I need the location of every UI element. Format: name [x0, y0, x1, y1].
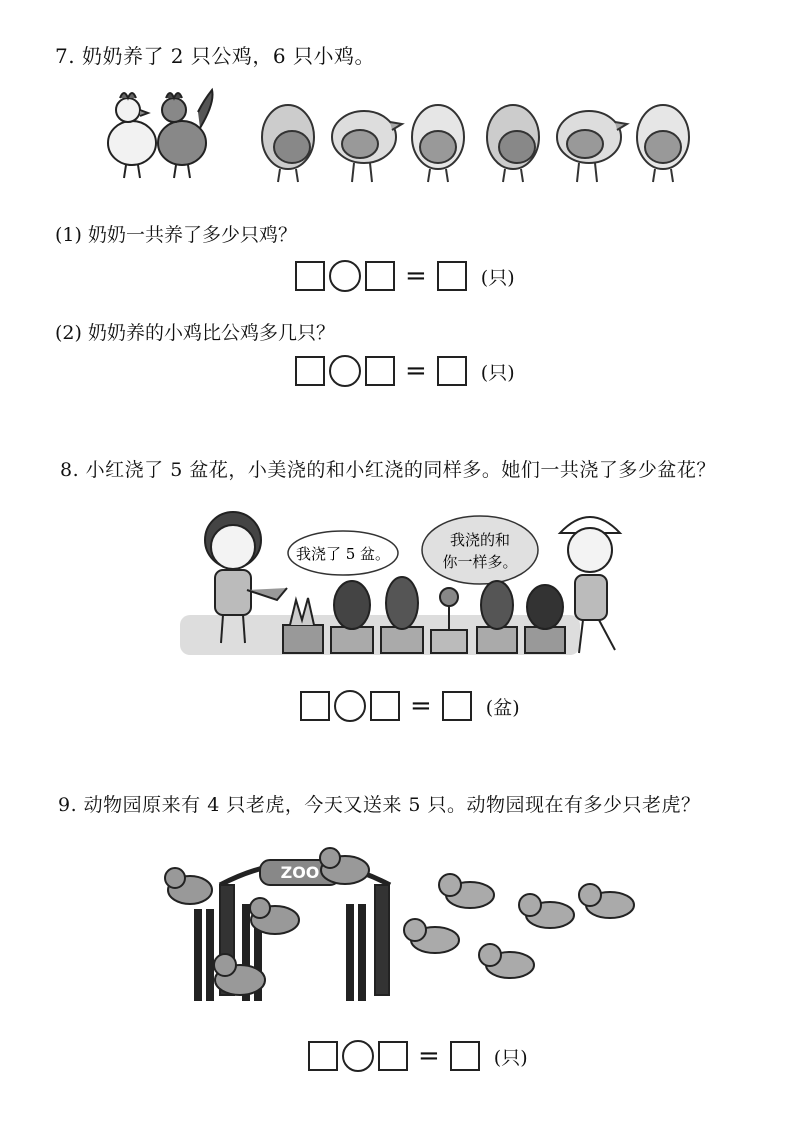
- chick-5: [557, 111, 627, 182]
- answer-box[interactable]: [365, 261, 395, 291]
- bubble-left-text: 我浇了 5 盆。: [295, 545, 391, 563]
- result-box[interactable]: [442, 691, 472, 721]
- pot-1: [283, 598, 323, 653]
- tigers-new: [404, 874, 634, 978]
- chicks-illustration: [250, 92, 700, 187]
- tiger: [519, 894, 574, 928]
- question-7-sub-2: (2) 奶奶养的小鸡比公鸡多几只？: [55, 322, 335, 344]
- operator-circle[interactable]: [329, 260, 361, 292]
- result-box[interactable]: [437, 356, 467, 386]
- equals-sign: =: [405, 356, 427, 386]
- pot-2: [331, 581, 373, 653]
- operator-circle[interactable]: [342, 1040, 374, 1072]
- answer-box[interactable]: [365, 356, 395, 386]
- answer-box[interactable]: [295, 261, 325, 291]
- roosters-illustration: [100, 88, 220, 183]
- unit-label: (只): [493, 1046, 528, 1069]
- equation-7-1: [295, 260, 515, 292]
- operator-circle[interactable]: [334, 690, 366, 722]
- zoo-tigers-illustration: [165, 840, 655, 1015]
- question-8-title: 8. 小红浇了 5 盆花，小美浇的和小红浇的同样多。她们一共浇了多少盆花？: [60, 459, 716, 481]
- tiger: [579, 884, 634, 918]
- unit-label: (只): [480, 361, 515, 384]
- rooster-1: [108, 93, 156, 178]
- tiger: [165, 868, 212, 904]
- chick-2: [332, 111, 402, 182]
- bubble-right: [422, 516, 538, 584]
- answer-box[interactable]: [378, 1041, 408, 1071]
- equation-9: [308, 1040, 528, 1072]
- pot-3: [381, 577, 423, 653]
- bubble-right-line-2: 你一样多。: [442, 553, 518, 571]
- pot-6: [525, 585, 565, 653]
- answer-box[interactable]: [300, 691, 330, 721]
- bubble-right-line-1: 我浇的和: [449, 531, 511, 549]
- chick-6: [637, 105, 689, 182]
- equation-7-2: [295, 355, 515, 387]
- tiger: [250, 898, 299, 934]
- chick-3: [412, 105, 464, 182]
- result-box[interactable]: [450, 1041, 480, 1071]
- unit-label: (盆): [485, 696, 520, 719]
- answer-box[interactable]: [370, 691, 400, 721]
- chick-4: [487, 105, 539, 182]
- equals-sign: =: [418, 1041, 440, 1071]
- watering-flowers-illustration: [175, 505, 655, 665]
- equals-sign: =: [405, 261, 427, 291]
- unit-label: (只): [480, 266, 515, 289]
- equation-8: [300, 690, 520, 722]
- pot-5: [477, 581, 517, 653]
- answer-box[interactable]: [295, 356, 325, 386]
- answer-box[interactable]: [308, 1041, 338, 1071]
- question-7-title: 7. 奶奶养了 2 只公鸡，6 只小鸡。: [55, 44, 375, 68]
- equals-sign: =: [410, 691, 432, 721]
- operator-circle[interactable]: [329, 355, 361, 387]
- bubble-left: [288, 531, 398, 575]
- tiger: [404, 919, 459, 953]
- rooster-2: [158, 90, 213, 178]
- tiger: [439, 874, 494, 908]
- zoo-sign: ZOO: [280, 863, 320, 882]
- chick-1: [262, 105, 314, 182]
- question-9-title: 9. 动物园原来有 4 只老虎，今天又送来 5 只。动物园现在有多少只老虎？: [58, 794, 701, 816]
- tiger: [479, 944, 534, 978]
- result-box[interactable]: [437, 261, 467, 291]
- question-7-sub-1: (1) 奶奶一共养了多少只鸡？: [55, 224, 297, 246]
- tiger: [320, 848, 369, 884]
